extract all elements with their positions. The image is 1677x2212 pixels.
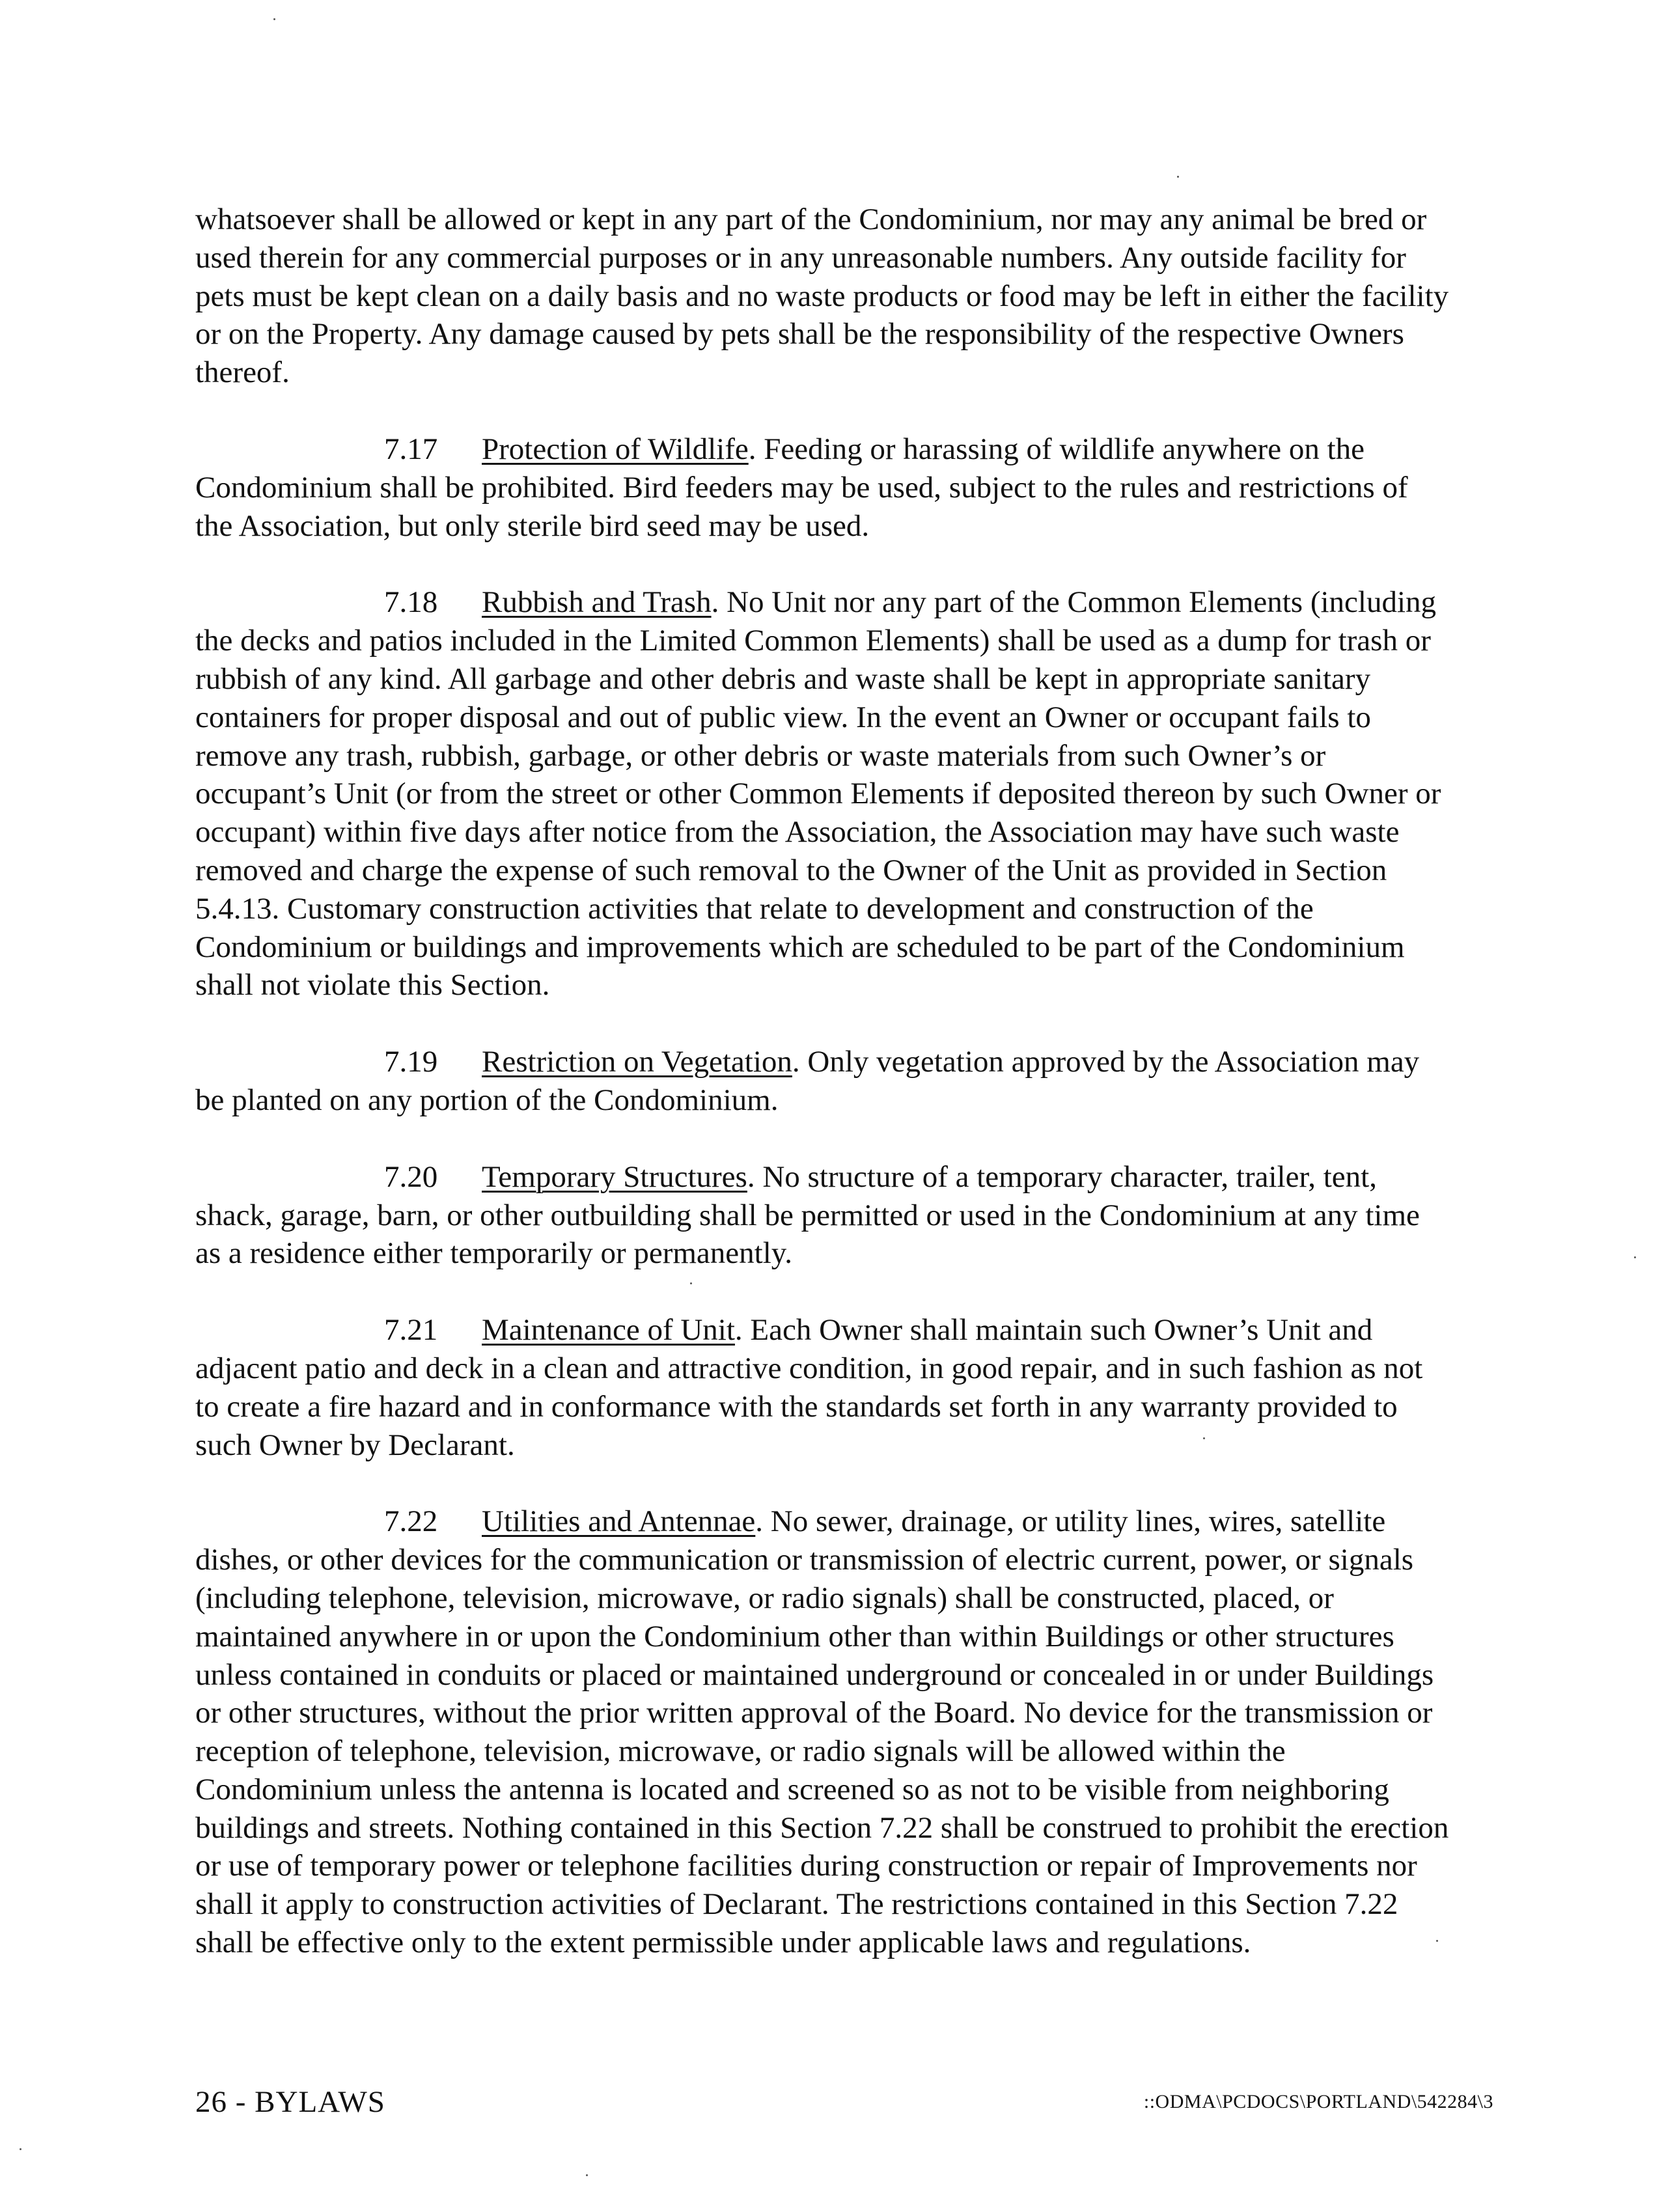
section-7-22	[195, 1502, 1452, 1962]
section-number: 7.17	[384, 432, 438, 466]
section-number: 7.19	[384, 1045, 438, 1079]
scan-speck	[1634, 1256, 1636, 1258]
scan-speck	[273, 18, 275, 20]
section-number: 7.20	[384, 1159, 438, 1194]
document-body	[195, 200, 1452, 1962]
section-title: Utilities and Antennae	[482, 1504, 756, 1539]
section-7-19	[195, 1043, 1452, 1120]
section-number: 7.18	[384, 585, 438, 620]
section-title: Rubbish and Trash	[482, 585, 712, 620]
footer-page-label: 26 - BYLAWS	[195, 2085, 385, 2119]
section-text: . No sewer, drainage, or utility lines, wires, satellite dishes, or other devices for the communication or transmission of electric current, power, or signals (including telephone, television, microwave, or radio signals) shall be constructed, placed, or maintained anywhere in or upon the Condominium other than within Buildings or other structures unless contained in conduits or placed or maintained underground or concealed in or under Buildings or other structures, without the prior written approval of the Board. No device for the transmission or reception of telephone, television, microwave, or radio signals will be allowed within the Condominium unless the antenna is located and screened so as not to be visible from neighboring buildings and streets. Nothing contained in this Section 7.22 shall be construed to prohibit the erection or use of temporary power or telephone facilities during construction or repair of Improvements nor shall it apply to construction activities of Declarant. The restrictions contained in this Section 7.22 shall be effective only to the extent permissible under applicable laws and regulations.	[195, 1504, 1449, 1960]
continuation-paragraph: whatsoever shall be allowed or kept in any part of the Condominium, nor may any animal be bred or used therein for any commercial purposes or in any unreasonable numbers. Any outside facility for pets must be kept clean on a daily basis and no waste products or food may be left in either the facility or on the Property. Any damage caused by pets shall be the responsibility of the respective Owners thereof.	[195, 202, 1449, 390]
section-title: Temporary Structures	[482, 1159, 747, 1194]
section-7-18	[195, 583, 1452, 1004]
section-text: . Only vegetation approved by the Association may be planted on any portion of the Condominium.	[195, 1045, 1420, 1117]
section-7-21	[195, 1311, 1452, 1464]
section-text: . No Unit nor any part of the Common Elements (including the decks and patios included in the Limited Common Elements) shall be used as a dump for trash or rubbish of any kind. All garbage and other debris and waste shall be kept in appropriate sanitary containers for proper disposal and out of public view. In the event an Owner or occupant fails to remove any trash, rubbish, garbage, or other debris or waste materials from such Owner’s or occupant’s Unit (or from the street or other Common Elements if deposited thereon by such Owner or occupant) within five days after notice from the Association, the Association may have such waste removed and charge the expense of such removal to the Owner of the Unit as provided in Section 5.4.13. Customary construction activities that relate to development and construction of the Condominium or buildings and improvements which are scheduled to be part of the Condominium shall not violate this Section.	[195, 585, 1441, 1002]
scan-speck	[1203, 1437, 1205, 1439]
section-number: 7.21	[384, 1313, 438, 1348]
scan-speck	[690, 1282, 692, 1284]
section-number: 7.22	[384, 1504, 438, 1539]
section-7-17	[195, 430, 1452, 545]
section-text: . Each Owner shall maintain such Owner’s Unit and adjacent patio and deck in a clean and attractive condition, in good repair, and in such fashion as not to create a fire hazard and in conformance with the standards set forth in any warranty provided to such Owner by Declarant.	[195, 1313, 1423, 1462]
section-text: . No structure of a temporary character, trailer, tent, shack, garage, barn, or other outbuilding shall be permitted or used in the Condominium at any time as a residence either temporarily or permanently.	[195, 1159, 1420, 1271]
footer-doc-path: ::ODMA\PCDOCS\PORTLAND\542284\3	[1143, 2091, 1493, 2112]
scan-speck	[1177, 176, 1179, 178]
section-title: Maintenance of Unit	[482, 1313, 735, 1348]
section-title: Protection of Wildlife	[482, 432, 749, 466]
section-7-20	[195, 1158, 1452, 1273]
section-text: . Feeding or harassing of wildlife anywhere on the Condominium shall be prohibited. Bird feeders may be used, subject to the rules and restrictions of the Association, but only sterile bird seed may be used.	[195, 432, 1408, 543]
section-title: Restriction on Vegetation	[482, 1045, 792, 1079]
scan-speck	[20, 2148, 21, 2150]
scan-speck	[586, 2174, 588, 2176]
scan-speck	[1436, 1940, 1438, 1942]
